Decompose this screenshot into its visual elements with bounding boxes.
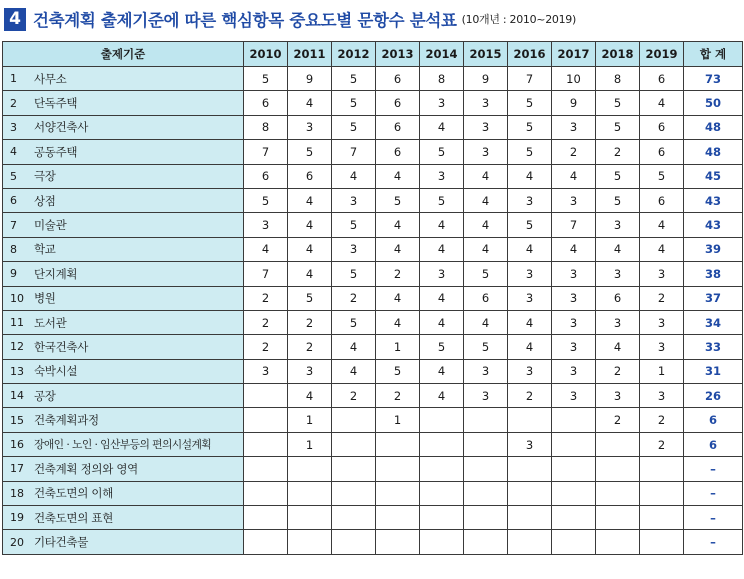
year-header: 2017	[552, 42, 596, 67]
year-count-cell: 4	[420, 310, 464, 334]
table-row	[3, 506, 743, 530]
year-count-cell	[288, 506, 332, 530]
year-count-cell: 3	[552, 188, 596, 212]
year-count-cell: 5	[508, 140, 552, 164]
year-header: 2012	[332, 42, 376, 67]
title-text: 건축계획 출제기준에 따른 핵심항목 중요도별 문항수 분석표	[33, 11, 457, 30]
row-number: 15	[3, 408, 30, 432]
analysis-table	[2, 41, 743, 555]
section-number-badge: 4	[4, 8, 26, 31]
year-header: 2011	[288, 42, 332, 67]
year-count-cell: 5	[332, 115, 376, 139]
year-count-cell: 5	[596, 164, 640, 188]
year-count-cell: 1	[640, 359, 684, 383]
year-count-cell: 3	[288, 115, 332, 139]
total-cell: 6	[684, 432, 743, 456]
year-count-cell: 8	[596, 67, 640, 91]
year-count-cell: 3	[420, 91, 464, 115]
year-count-cell	[552, 530, 596, 554]
year-count-cell: 3	[420, 262, 464, 286]
row-number: 6	[3, 188, 30, 212]
table-row	[3, 335, 743, 359]
year-count-cell: 6	[640, 140, 684, 164]
year-count-cell: 5	[332, 262, 376, 286]
table-row	[3, 262, 743, 286]
year-count-cell	[376, 506, 420, 530]
table-row	[3, 384, 743, 408]
total-cell: –	[684, 481, 743, 505]
year-count-cell: 4	[464, 310, 508, 334]
category-name: 병원	[30, 286, 244, 310]
year-count-cell: 4	[464, 188, 508, 212]
year-count-cell: 3	[552, 359, 596, 383]
year-count-cell: 6	[288, 164, 332, 188]
table-row	[3, 67, 743, 91]
year-count-cell: 9	[464, 67, 508, 91]
table-row	[3, 530, 743, 554]
category-name: 공장	[30, 384, 244, 408]
total-cell: –	[684, 506, 743, 530]
year-count-cell: 5	[332, 213, 376, 237]
category-name: 건축도면의 표현	[30, 506, 244, 530]
year-count-cell: 4	[508, 164, 552, 188]
year-count-cell: 5	[332, 91, 376, 115]
year-count-cell: 4	[420, 237, 464, 261]
year-count-cell: 2	[376, 384, 420, 408]
table-row	[3, 115, 743, 139]
year-count-cell: 2	[640, 432, 684, 456]
year-count-cell	[464, 408, 508, 432]
year-count-cell	[464, 506, 508, 530]
year-count-cell: 5	[420, 335, 464, 359]
row-number: 13	[3, 359, 30, 383]
total-cell: 38	[684, 262, 743, 286]
year-count-cell: 3	[596, 310, 640, 334]
year-count-cell	[508, 408, 552, 432]
year-count-cell: 5	[376, 188, 420, 212]
year-count-cell: 5	[244, 67, 288, 91]
category-name: 숙박시설	[30, 359, 244, 383]
table-row	[3, 481, 743, 505]
year-count-cell: 6	[640, 188, 684, 212]
year-count-cell: 6	[244, 91, 288, 115]
year-count-cell: 4	[464, 213, 508, 237]
year-count-cell: 2	[332, 286, 376, 310]
year-count-cell: 4	[508, 310, 552, 334]
year-count-cell: 4	[464, 237, 508, 261]
total-cell: 48	[684, 140, 743, 164]
year-count-cell: 5	[464, 262, 508, 286]
year-count-cell: 3	[552, 115, 596, 139]
year-count-cell	[376, 432, 420, 456]
year-count-cell: 3	[596, 384, 640, 408]
page-title	[0, 0, 744, 38]
row-number: 16	[3, 432, 30, 456]
row-number: 11	[3, 310, 30, 334]
category-name: 공동주택	[30, 140, 244, 164]
year-count-cell	[508, 530, 552, 554]
year-count-cell	[420, 506, 464, 530]
year-count-cell: 2	[640, 408, 684, 432]
year-count-cell: 5	[508, 115, 552, 139]
year-count-cell	[640, 457, 684, 481]
year-count-cell	[332, 506, 376, 530]
total-cell: 33	[684, 335, 743, 359]
year-count-cell: 4	[288, 384, 332, 408]
year-count-cell: 6	[376, 115, 420, 139]
year-count-cell: 5	[332, 310, 376, 334]
year-count-cell: 6	[640, 67, 684, 91]
year-count-cell: 3	[244, 359, 288, 383]
year-count-cell: 3	[332, 237, 376, 261]
year-count-cell: 9	[288, 67, 332, 91]
category-name: 건축계획 정의와 영역	[30, 457, 244, 481]
year-count-cell: 2	[508, 384, 552, 408]
year-count-cell: 5	[464, 335, 508, 359]
year-count-cell	[376, 481, 420, 505]
year-count-cell: 3	[508, 286, 552, 310]
year-count-cell: 2	[640, 286, 684, 310]
table-row	[3, 432, 743, 456]
year-count-cell: 3	[288, 359, 332, 383]
total-cell: 50	[684, 91, 743, 115]
table-row	[3, 286, 743, 310]
year-count-cell: 6	[464, 286, 508, 310]
row-number: 14	[3, 384, 30, 408]
year-count-cell	[640, 530, 684, 554]
year-count-cell: 4	[640, 237, 684, 261]
table-row	[3, 91, 743, 115]
category-name: 단지계획	[30, 262, 244, 286]
year-count-cell: 2	[596, 359, 640, 383]
total-cell: 6	[684, 408, 743, 432]
year-count-cell	[552, 506, 596, 530]
year-count-cell: 3	[640, 335, 684, 359]
year-count-cell: 3	[464, 115, 508, 139]
year-count-cell: 7	[332, 140, 376, 164]
year-count-cell: 3	[640, 262, 684, 286]
year-count-cell: 5	[288, 286, 332, 310]
year-count-cell: 3	[640, 310, 684, 334]
year-count-cell: 4	[332, 335, 376, 359]
category-name: 서양건축사	[30, 115, 244, 139]
header-row	[3, 42, 743, 67]
year-count-cell	[420, 481, 464, 505]
year-count-cell	[464, 481, 508, 505]
row-number: 20	[3, 530, 30, 554]
year-header: 2018	[596, 42, 640, 67]
year-count-cell: 2	[288, 310, 332, 334]
year-count-cell	[464, 530, 508, 554]
year-count-cell: 4	[332, 359, 376, 383]
row-number: 17	[3, 457, 30, 481]
year-count-cell: 3	[508, 432, 552, 456]
year-count-cell	[508, 481, 552, 505]
year-count-cell: 2	[244, 286, 288, 310]
year-count-cell	[332, 432, 376, 456]
table-row	[3, 140, 743, 164]
table-row	[3, 188, 743, 212]
year-count-cell: 4	[420, 213, 464, 237]
year-count-cell: 4	[552, 164, 596, 188]
year-count-cell: 3	[464, 91, 508, 115]
year-count-cell: 7	[552, 213, 596, 237]
row-number: 8	[3, 237, 30, 261]
year-count-cell	[596, 432, 640, 456]
row-number: 18	[3, 481, 30, 505]
category-name: 도서관	[30, 310, 244, 334]
year-count-cell: 4	[376, 310, 420, 334]
year-count-cell: 6	[596, 286, 640, 310]
year-count-cell: 2	[376, 262, 420, 286]
total-cell: 31	[684, 359, 743, 383]
year-count-cell: 4	[244, 237, 288, 261]
total-cell: 43	[684, 213, 743, 237]
table-row	[3, 164, 743, 188]
year-count-cell	[640, 481, 684, 505]
year-count-cell	[332, 530, 376, 554]
year-count-cell: 1	[376, 408, 420, 432]
category-name: 한국건축사	[30, 335, 244, 359]
year-count-cell: 4	[288, 237, 332, 261]
year-count-cell	[332, 408, 376, 432]
year-count-cell	[288, 530, 332, 554]
year-count-cell: 6	[244, 164, 288, 188]
table-row	[3, 213, 743, 237]
year-count-cell: 4	[508, 237, 552, 261]
year-count-cell: 2	[596, 140, 640, 164]
year-count-cell: 4	[288, 213, 332, 237]
year-count-cell: 7	[508, 67, 552, 91]
category-name: 미술관	[30, 213, 244, 237]
year-count-cell	[420, 530, 464, 554]
year-header: 2010	[244, 42, 288, 67]
category-name: 건축계획과정	[30, 408, 244, 432]
year-count-cell	[552, 481, 596, 505]
row-number: 19	[3, 506, 30, 530]
row-number: 10	[3, 286, 30, 310]
year-count-cell	[376, 530, 420, 554]
year-count-cell: 2	[332, 384, 376, 408]
year-count-cell	[508, 457, 552, 481]
year-count-cell: 5	[508, 91, 552, 115]
year-count-cell: 6	[376, 140, 420, 164]
table-row	[3, 310, 743, 334]
year-header: 2014	[420, 42, 464, 67]
title-subtitle: (10개년 : 2010~2019)	[461, 13, 576, 26]
year-count-cell: 8	[244, 115, 288, 139]
table-row	[3, 457, 743, 481]
year-count-cell	[596, 506, 640, 530]
year-count-cell: 2	[288, 335, 332, 359]
category-name: 단독주택	[30, 91, 244, 115]
year-count-cell: 4	[288, 188, 332, 212]
year-count-cell	[508, 506, 552, 530]
year-count-cell: 9	[552, 91, 596, 115]
year-count-cell: 5	[332, 67, 376, 91]
total-cell: 45	[684, 164, 743, 188]
year-count-cell	[244, 530, 288, 554]
year-count-cell: 4	[332, 164, 376, 188]
year-count-cell: 7	[244, 140, 288, 164]
total-header: 합 계	[684, 42, 743, 67]
year-count-cell	[420, 432, 464, 456]
year-count-cell: 3	[552, 286, 596, 310]
year-count-cell: 5	[596, 91, 640, 115]
year-count-cell	[244, 506, 288, 530]
year-count-cell: 3	[464, 140, 508, 164]
year-count-cell: 4	[420, 384, 464, 408]
year-count-cell: 5	[596, 188, 640, 212]
row-number: 9	[3, 262, 30, 286]
category-name: 건축도면의 이해	[30, 481, 244, 505]
year-header: 2015	[464, 42, 508, 67]
year-count-cell: 4	[376, 237, 420, 261]
year-count-cell	[552, 457, 596, 481]
year-count-cell: 4	[376, 164, 420, 188]
year-count-cell	[376, 457, 420, 481]
year-count-cell	[552, 408, 596, 432]
category-name: 장애인 · 노인 · 임산부등의 편의시설계획	[30, 432, 244, 456]
year-count-cell: 6	[640, 115, 684, 139]
year-count-cell: 3	[244, 213, 288, 237]
year-count-cell: 3	[508, 188, 552, 212]
year-count-cell: 4	[288, 262, 332, 286]
category-name: 상점	[30, 188, 244, 212]
table-row	[3, 237, 743, 261]
year-count-cell: 7	[244, 262, 288, 286]
category-name: 기타건축물	[30, 530, 244, 554]
year-count-cell: 5	[376, 359, 420, 383]
year-count-cell: 3	[464, 384, 508, 408]
year-header: 2013	[376, 42, 420, 67]
year-count-cell: 3	[552, 384, 596, 408]
category-name: 학교	[30, 237, 244, 261]
year-count-cell: 5	[288, 140, 332, 164]
year-count-cell: 2	[244, 310, 288, 334]
category-name: 극장	[30, 164, 244, 188]
year-count-cell	[596, 530, 640, 554]
year-count-cell: 10	[552, 67, 596, 91]
year-count-cell: 4	[420, 286, 464, 310]
year-count-cell: 3	[596, 213, 640, 237]
row-number: 2	[3, 91, 30, 115]
year-count-cell: 6	[376, 91, 420, 115]
total-cell: 26	[684, 384, 743, 408]
total-cell: –	[684, 457, 743, 481]
year-count-cell: 2	[552, 140, 596, 164]
year-count-cell: 6	[376, 67, 420, 91]
year-count-cell: 3	[552, 262, 596, 286]
total-cell: 39	[684, 237, 743, 261]
total-cell: 73	[684, 67, 743, 91]
row-number: 7	[3, 213, 30, 237]
year-count-cell	[288, 481, 332, 505]
year-count-cell: 3	[332, 188, 376, 212]
year-count-cell: 3	[464, 359, 508, 383]
year-count-cell: 1	[376, 335, 420, 359]
year-count-cell: 3	[640, 384, 684, 408]
year-count-cell: 3	[508, 359, 552, 383]
year-count-cell	[332, 481, 376, 505]
year-count-cell: 5	[596, 115, 640, 139]
row-number: 3	[3, 115, 30, 139]
total-cell: 43	[684, 188, 743, 212]
total-cell: –	[684, 530, 743, 554]
total-cell: 37	[684, 286, 743, 310]
year-count-cell	[420, 457, 464, 481]
year-count-cell: 5	[420, 188, 464, 212]
year-count-cell	[244, 384, 288, 408]
year-count-cell: 5	[420, 140, 464, 164]
year-count-cell: 8	[420, 67, 464, 91]
year-count-cell: 5	[508, 213, 552, 237]
year-count-cell	[596, 457, 640, 481]
year-count-cell: 3	[552, 335, 596, 359]
row-number: 12	[3, 335, 30, 359]
year-count-cell: 5	[640, 164, 684, 188]
year-count-cell	[288, 457, 332, 481]
year-count-cell	[244, 408, 288, 432]
total-cell: 48	[684, 115, 743, 139]
year-count-cell: 4	[420, 359, 464, 383]
total-cell: 34	[684, 310, 743, 334]
year-count-cell: 3	[552, 310, 596, 334]
year-count-cell: 4	[640, 91, 684, 115]
year-count-cell	[552, 432, 596, 456]
row-number: 5	[3, 164, 30, 188]
year-header: 2019	[640, 42, 684, 67]
row-number: 1	[3, 67, 30, 91]
year-count-cell	[596, 481, 640, 505]
year-count-cell	[244, 481, 288, 505]
year-count-cell: 4	[376, 213, 420, 237]
year-count-cell: 3	[596, 262, 640, 286]
year-count-cell: 4	[420, 115, 464, 139]
year-count-cell: 1	[288, 432, 332, 456]
year-count-cell: 3	[420, 164, 464, 188]
year-count-cell: 4	[464, 164, 508, 188]
year-count-cell: 3	[508, 262, 552, 286]
year-count-cell: 4	[508, 335, 552, 359]
year-count-cell: 5	[244, 188, 288, 212]
year-count-cell: 4	[288, 91, 332, 115]
category-header: 출제기준	[3, 42, 244, 67]
table-row	[3, 408, 743, 432]
year-count-cell: 4	[376, 286, 420, 310]
table-row	[3, 359, 743, 383]
year-count-cell: 4	[552, 237, 596, 261]
year-count-cell	[420, 408, 464, 432]
year-count-cell	[464, 432, 508, 456]
year-count-cell	[244, 457, 288, 481]
year-header: 2016	[508, 42, 552, 67]
year-count-cell	[464, 457, 508, 481]
year-count-cell: 4	[596, 335, 640, 359]
year-count-cell: 1	[288, 408, 332, 432]
year-count-cell	[640, 506, 684, 530]
row-number: 4	[3, 140, 30, 164]
year-count-cell	[332, 457, 376, 481]
year-count-cell: 2	[596, 408, 640, 432]
category-name: 사무소	[30, 67, 244, 91]
year-count-cell	[244, 432, 288, 456]
year-count-cell: 4	[596, 237, 640, 261]
year-count-cell: 2	[244, 335, 288, 359]
year-count-cell: 4	[640, 213, 684, 237]
